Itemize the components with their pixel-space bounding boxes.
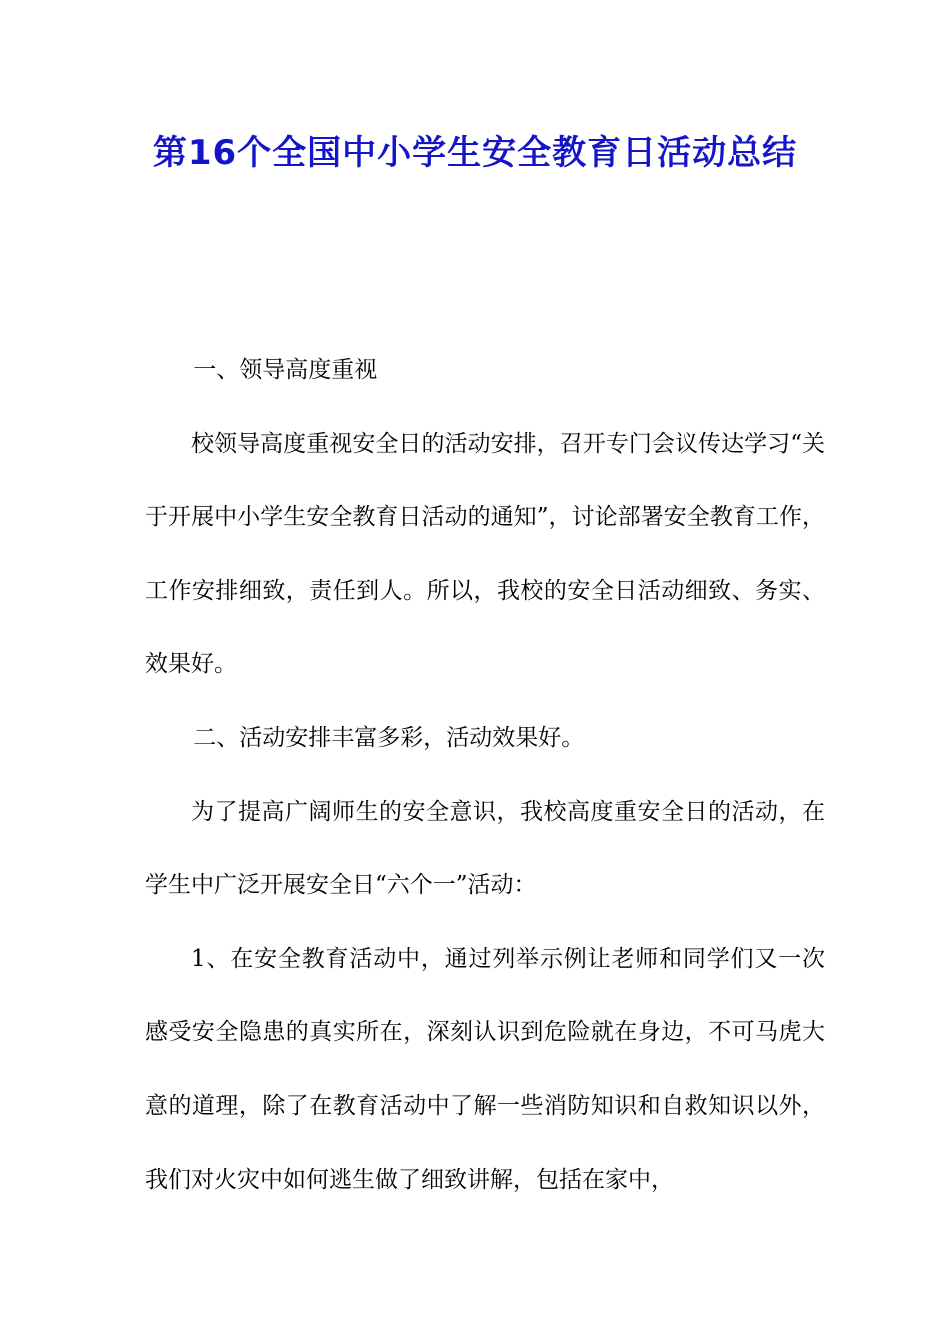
- paragraph-2: 为了提高广阔师生的安全意识，我校高度重安全日的活动，在学生中广泛开展安全日“六个一”活动：: [145, 798, 825, 899]
- document-body: [145, 334, 825, 1217]
- paragraph-1: 校领导高度重视安全日的活动安排，召开专门会议传达学习“关于开展中小学生安全教育日活动的通知”，讨论部署安全教育工作，工作安排细致，责任到人。所以，我校的安全日活动细致、务实、效果好。: [145, 430, 825, 678]
- paragraph-3: 1、在安全教育活动中，通过列举示例让老师和同学们又一次感受安全隐患的真实所在，深刻认识到危险就在身边，不可马虎大意的道理，除了在教育活动中了解一些消防知识和自救知识以外，我们对火灾中如何逃生做了细致讲解，包括在家中，: [145, 945, 825, 1193]
- section-heading-2: 二、活动安排丰富多彩，活动效果好。: [193, 724, 585, 751]
- document-title: 第16个全国中小学生安全教育日活动总结: [152, 133, 798, 173]
- section-heading-1: 一、领导高度重视: [193, 357, 378, 383]
